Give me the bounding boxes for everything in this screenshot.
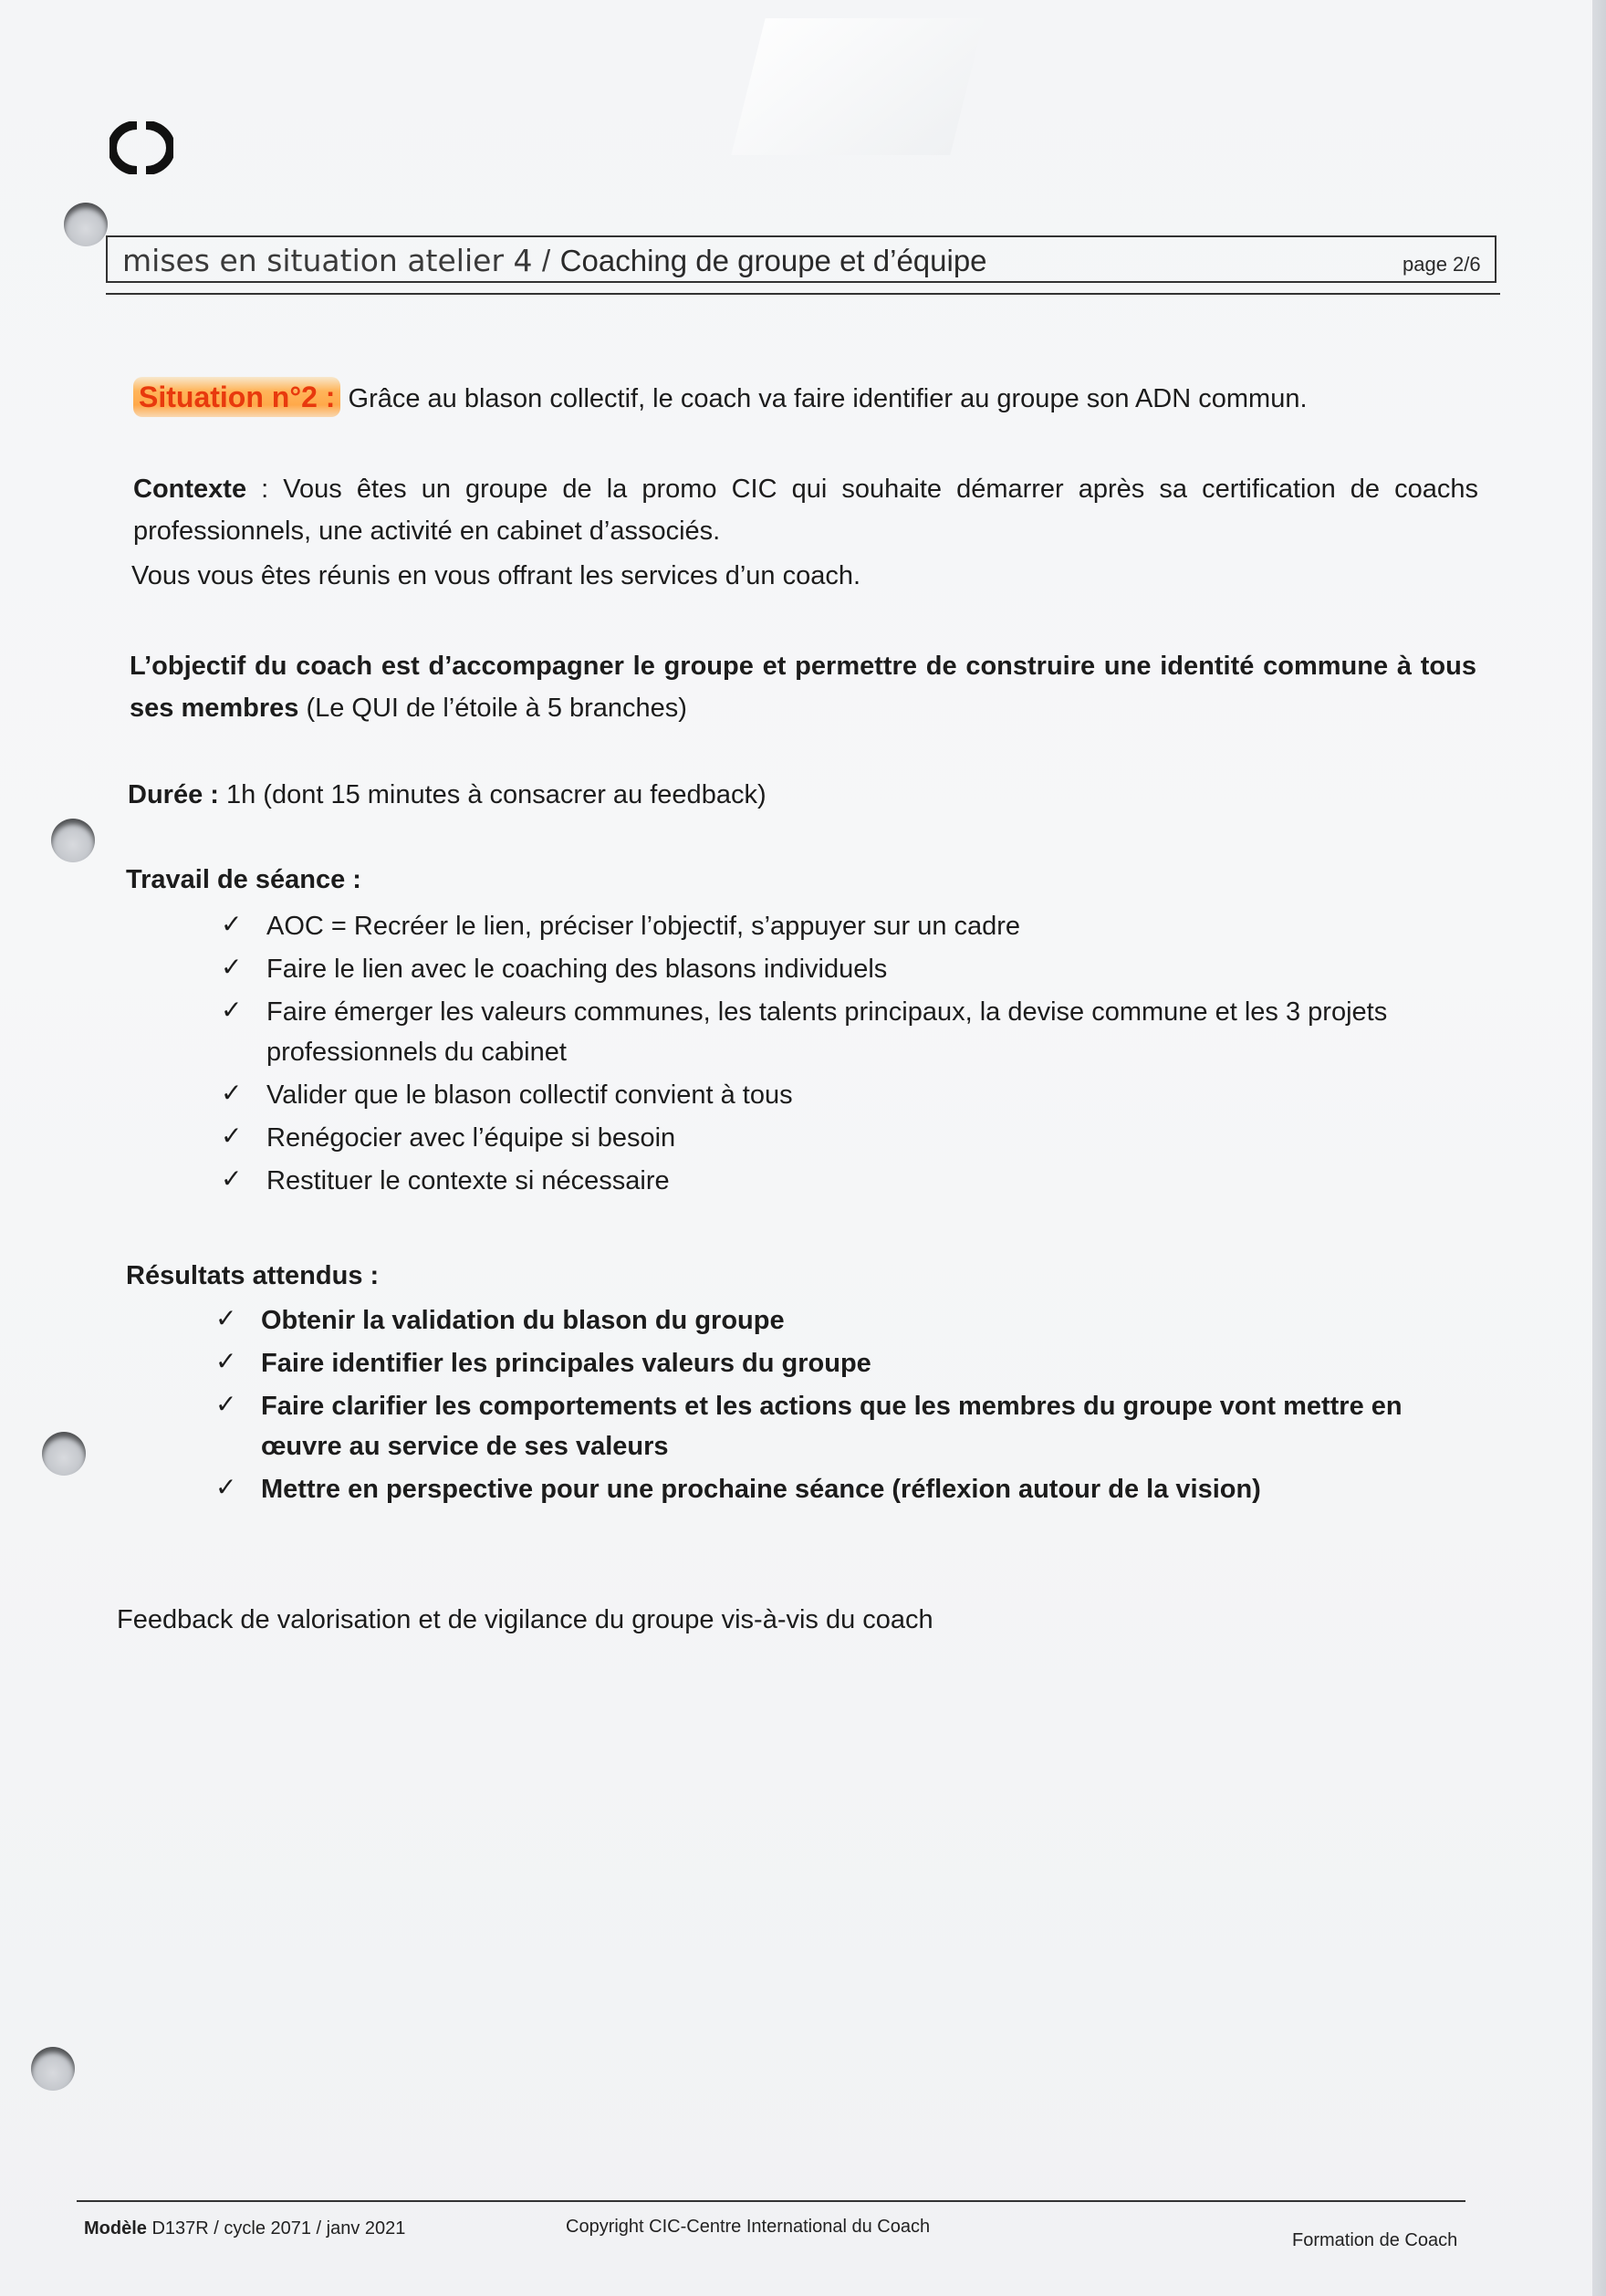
punch-hole: [31, 2047, 75, 2091]
punch-hole: [64, 203, 108, 246]
duree-label: Durée :: [128, 780, 219, 809]
list-item: ✓ Mettre en perspective pour une prochaine séance (réflexion autour de la vision): [215, 1469, 1438, 1509]
footer-model-label: Modèle: [84, 2218, 147, 2239]
footer-formation: Formation de Coach: [1292, 2230, 1458, 2250]
list-item: ✓ Renégocier avec l’équipe si besoin: [221, 1118, 1444, 1158]
contexte-text-2: Vous vous êtes réunis en vous offrant les services d’un coach.: [131, 561, 861, 590]
list-item: ✓ Valider que le blason collectif convient à tous: [221, 1075, 1444, 1115]
objectif-bold: L’objectif du coach est d’accompagner le groupe et permettre de construire une identité commune à tous ses membres: [130, 652, 1476, 723]
list-item: ✓ Faire clarifier les comportements et les actions que les membres du groupe vont mettre en œuvre au service de ses valeurs: [215, 1386, 1438, 1466]
resultats-title: Résultats attendus :: [126, 1261, 380, 1290]
contexte-paragraph: [133, 468, 1478, 552]
check-icon: ✓: [215, 1389, 237, 1419]
footer-copyright: Copyright CIC-Centre International du Coach: [566, 2217, 931, 2237]
punch-hole: [42, 1432, 86, 1476]
list-item: ✓ AOC = Recréer le lien, préciser l’objectif, s’appuyer sur un cadre: [221, 906, 1444, 946]
punch-hole: [51, 819, 95, 862]
check-icon: ✓: [221, 909, 243, 939]
footer-model: [84, 2218, 405, 2239]
travail-list: [221, 906, 1444, 1204]
header-title-main: mises en situation atelier 4: [122, 243, 533, 278]
duree-line: [128, 774, 1475, 816]
list-item: ✓ Faire identifier les principales valeurs du groupe: [215, 1343, 1438, 1383]
check-icon: ✓: [221, 995, 243, 1025]
situation-label: Situation n°2 :: [133, 377, 340, 417]
check-icon: ✓: [221, 952, 243, 982]
feedback-line: Feedback de valorisation et de vigilance du groupe vis-à-vis du coach: [117, 1605, 933, 1634]
logo-icon: [110, 121, 173, 174]
check-icon: ✓: [215, 1303, 237, 1333]
check-icon: ✓: [221, 1078, 243, 1108]
sheet-edge: [1592, 0, 1606, 2296]
contexte-label: Contexte: [133, 475, 247, 504]
header-title-sub: Coaching de groupe et d’équipe: [559, 244, 987, 277]
page-number: page 2/6: [1403, 253, 1481, 276]
check-icon: ✓: [215, 1472, 237, 1502]
resultats-list: [215, 1300, 1438, 1512]
travail-title: Travail de séance :: [126, 865, 361, 894]
header-rule: [106, 293, 1500, 295]
list-item: ✓ Faire émerger les valeurs communes, les talents principaux, la devise commune et les 3 projets professionnels du cabinet: [221, 992, 1444, 1072]
footer-rule: [77, 2200, 1465, 2202]
check-icon: ✓: [215, 1346, 237, 1376]
check-icon: ✓: [221, 1121, 243, 1151]
contexte-colon: :: [246, 475, 284, 504]
situation-text: Grâce au blason collectif, le coach va faire identifier au groupe son ADN commun.: [348, 384, 1308, 413]
paper-fold: [731, 18, 984, 155]
list-item: ✓ Faire le lien avec le coaching des blasons individuels: [221, 949, 1444, 989]
page-title: [122, 243, 987, 278]
list-item: ✓ Restituer le contexte si nécessaire: [221, 1161, 1444, 1201]
situation-line: [133, 376, 1484, 420]
check-icon: ✓: [221, 1164, 243, 1194]
duree-text: 1h (dont 15 minutes à consacrer au feedback): [218, 780, 766, 809]
contexte-text: Vous êtes un groupe de la promo CIC qui souhaite démarrer après sa certification de coachs professionnels, une activité en cabinet d’associés.: [133, 475, 1479, 546]
objectif-normal: (Le QUI de l’étoile à 5 branches): [298, 694, 687, 723]
header-separator: /: [542, 244, 551, 277]
footer-model-text: D137R / cycle 2071 / janv 2021: [146, 2218, 406, 2239]
list-item: ✓ Obtenir la validation du blason du groupe: [215, 1300, 1438, 1341]
objectif-paragraph: [130, 645, 1476, 729]
